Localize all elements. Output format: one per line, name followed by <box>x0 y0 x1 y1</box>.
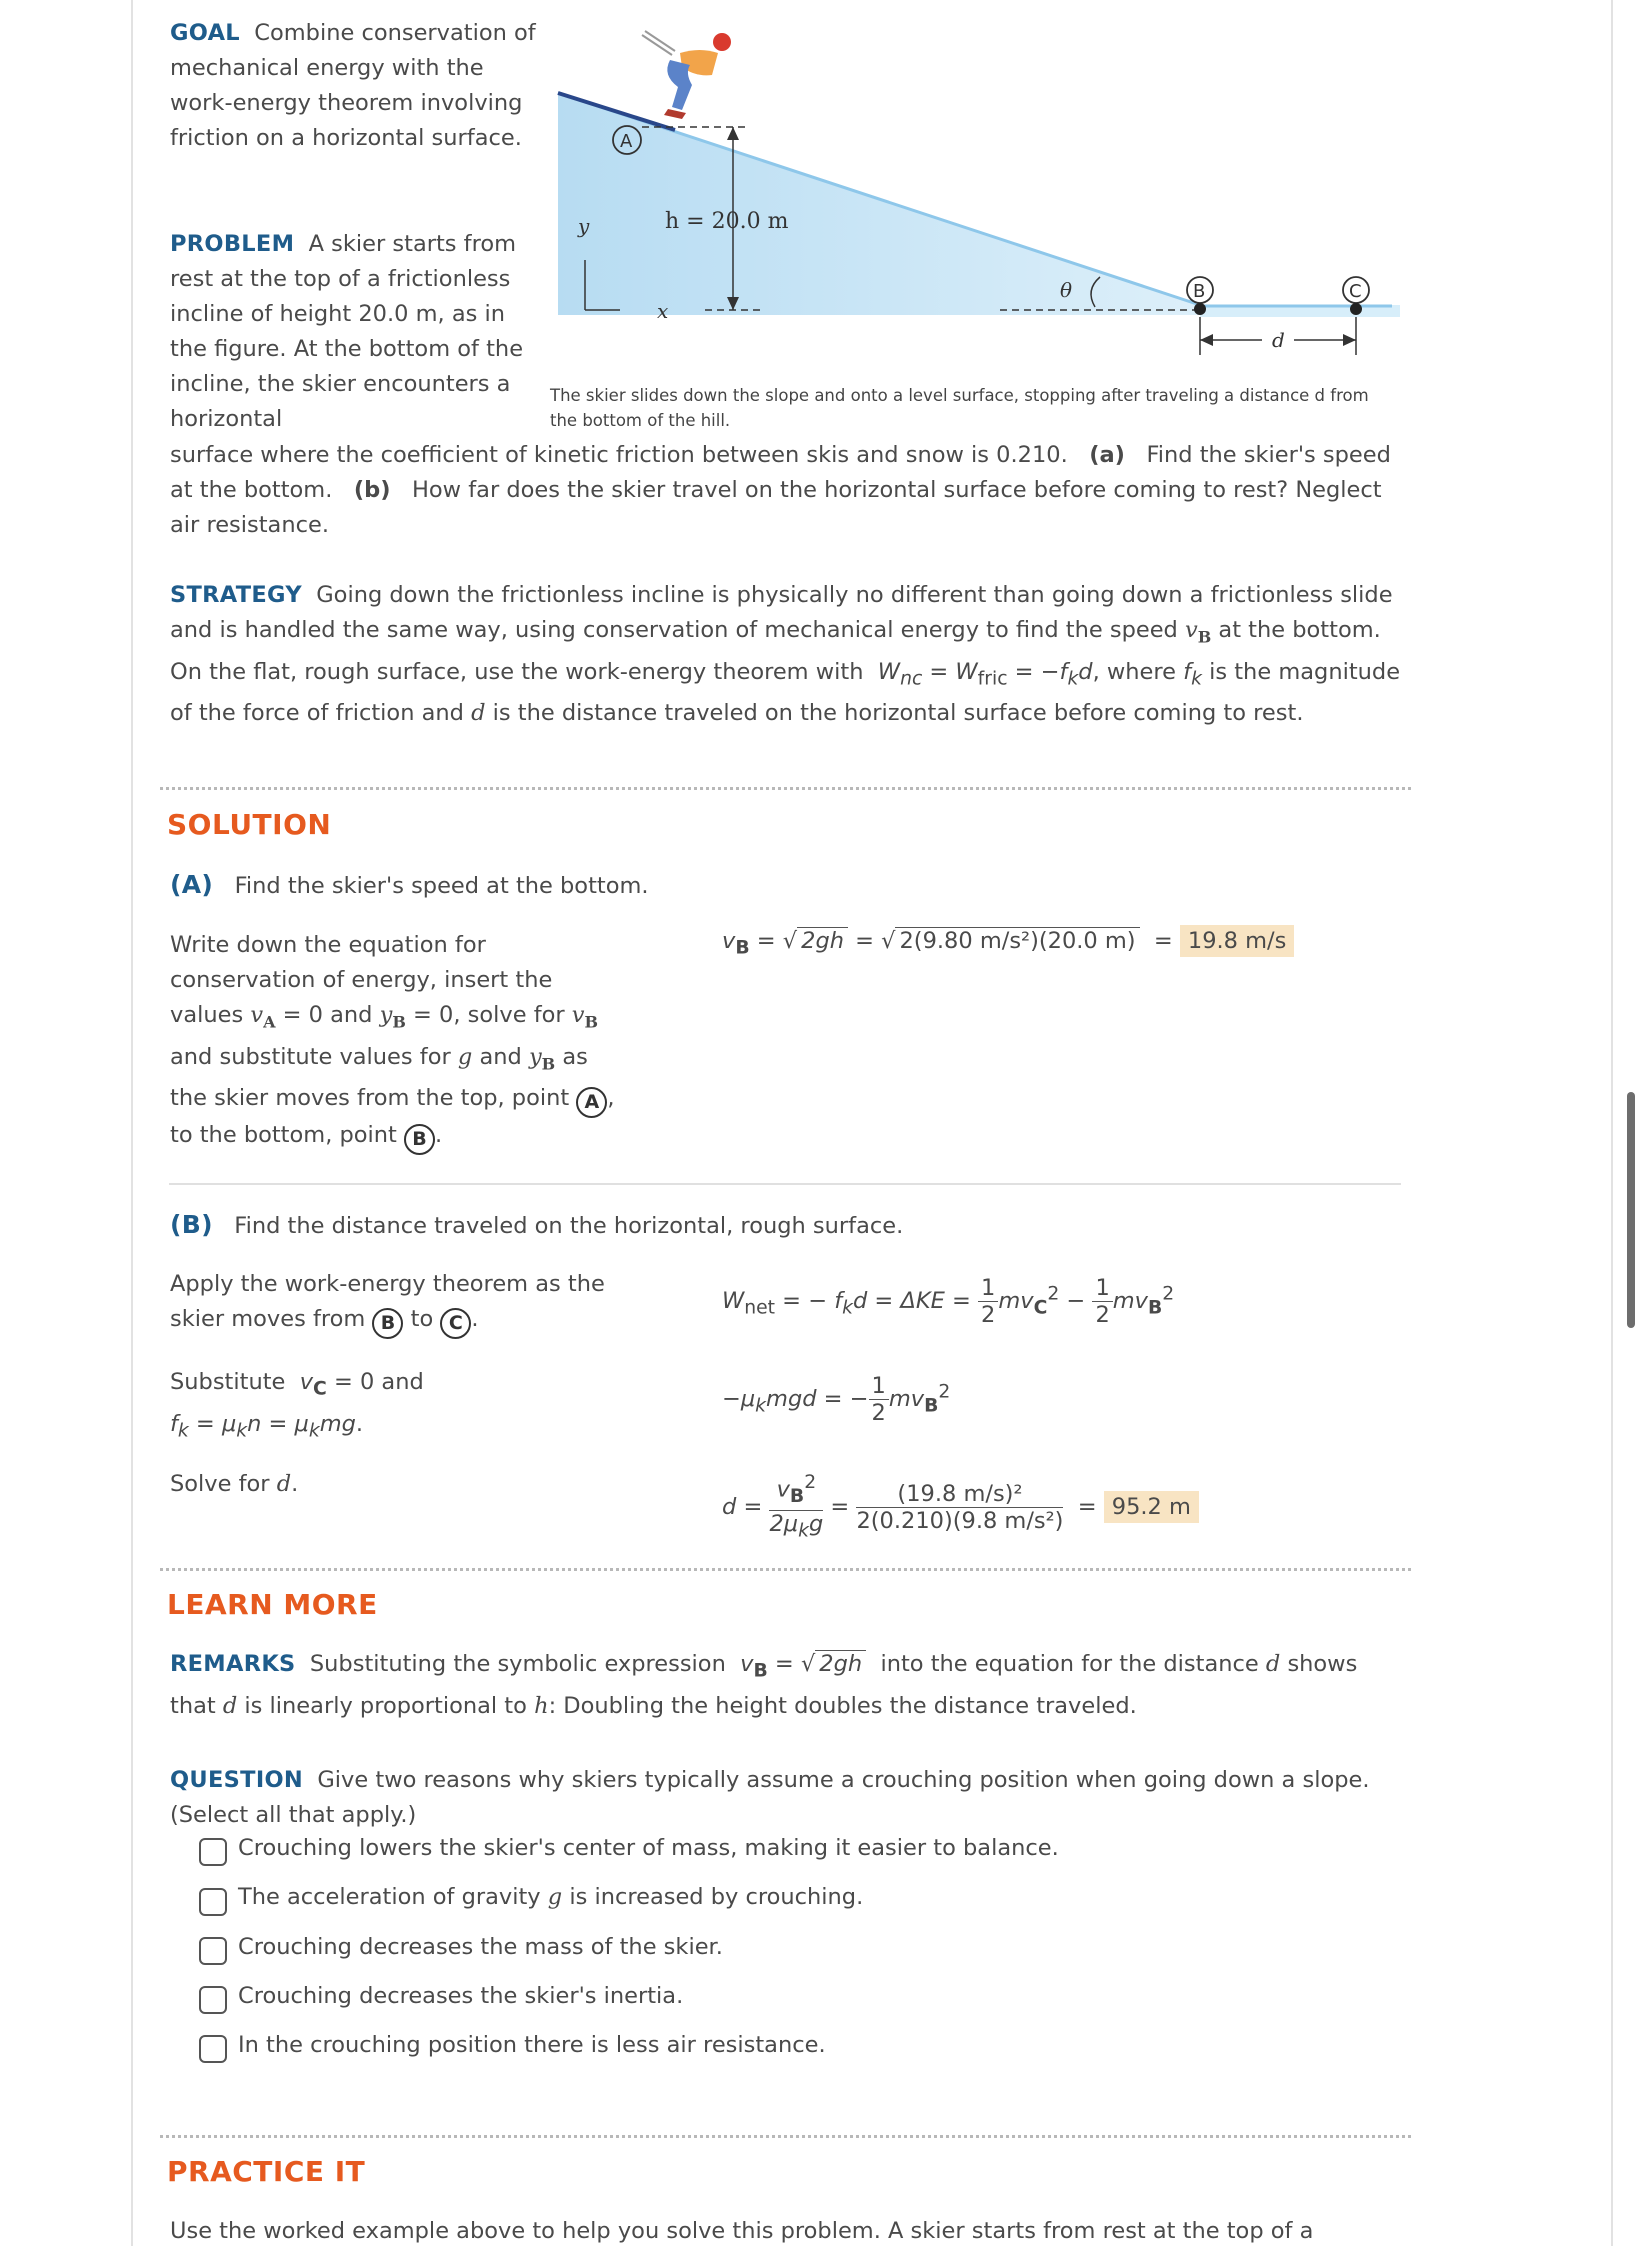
a-line4c: as <box>562 1043 588 1070</box>
b-step1: Apply the work-energy theorem as the skier moves from B to C . <box>170 1267 605 1339</box>
strategy-line5: rest. <box>1253 700 1304 726</box>
option-2-checkbox[interactable] <box>199 1888 227 1916</box>
theta-label: θ <box>1060 278 1073 302</box>
option-3-label[interactable]: Crouching decreases the mass of the skier. <box>238 1934 723 1960</box>
strategy-line1: Going down the frictionless incline is physically no different than going down a frictionless <box>316 582 1334 608</box>
option-5-label[interactable]: In the crouching position there is less air resistance. <box>238 2032 826 2058</box>
option-2-tail: is increased by crouching. <box>569 1884 864 1910</box>
equation-a: $v_B$ = √ 2gh = √ 2(9.80 m/s²)(20.0 m) = 19.8 m/s <box>722 928 1294 959</box>
option-4-label[interactable]: Crouching decreases the skier's inertia. <box>238 1983 684 2009</box>
right-border <box>1611 0 1613 2246</box>
problem-continued <box>170 438 1410 543</box>
b-line2b: to <box>410 1306 434 1332</box>
divider-solid <box>169 1183 1401 1185</box>
question-label: QUESTION <box>170 1767 304 1793</box>
solution-a-title: Find the skier's speed at the bottom. <box>234 873 649 899</box>
remarks-text4b: is linearly proportional to <box>244 1692 527 1719</box>
divider-dotted-3 <box>160 2135 1411 2138</box>
practice-heading: PRACTICE IT <box>167 2155 366 2188</box>
a-line5: the skier moves from the top, point A , <box>170 1081 640 1118</box>
part-a-explanation <box>170 928 640 1155</box>
remarks-text4a: that <box>170 1692 216 1719</box>
option-1-checkbox[interactable] <box>199 1838 227 1866</box>
y-axis-label: y <box>578 214 590 238</box>
a-line3a: values <box>170 1002 244 1028</box>
part-b-label: (b) <box>353 477 391 503</box>
option-2-label[interactable]: The acceleration of gravity g is increased by crouching. <box>238 1884 864 1910</box>
b-step3: Solve for d. <box>170 1471 299 1497</box>
part-a-label: (a) <box>1089 442 1125 468</box>
b-fraction-denominator: 2(0.210)(9.8 m/s²) <box>856 1507 1064 1534</box>
solution-a-label: (A) <box>170 870 214 899</box>
figure-caption: The skier slides down the slope and onto a level surface, stopping after traveling a distance d from the bottom of the hill. <box>550 386 1369 430</box>
divider-dotted-2 <box>160 1568 1411 1571</box>
answer-a: 19.8 m/s <box>1180 925 1294 957</box>
option-1-label[interactable]: Crouching lowers the skier's center of mass, making it easier to balance. <box>238 1835 1059 1861</box>
circle-b2-icon: B <box>372 1308 403 1339</box>
option-3-checkbox[interactable] <box>199 1937 227 1965</box>
scrollbar-thumb[interactable] <box>1627 1092 1635 1328</box>
circle-b-icon: B <box>404 1124 435 1155</box>
point-c-label: C <box>1349 281 1362 302</box>
b-fraction-numerator: (19.8 m/s)² <box>856 1481 1063 1508</box>
remarks-text4c: : Doubling the height doubles the distance traveled. <box>548 1692 1137 1719</box>
circle-c-icon: C <box>440 1308 471 1339</box>
b-line2a: skier moves from <box>170 1306 366 1332</box>
x-axis-label: x <box>657 299 669 323</box>
left-border <box>131 0 133 2246</box>
strategy-line4b: is the distance traveled on the horizontal surface before coming to <box>492 700 1247 726</box>
divider-dotted-1 <box>160 787 1411 790</box>
goal-text: Combine conservation of mechanical energy with the work-energy theorem involving friction on a horizontal surface. <box>170 20 536 151</box>
solution-b-label: (B) <box>170 1210 213 1239</box>
d-label: d <box>1272 328 1285 352</box>
part-b-header <box>170 1207 903 1244</box>
remarks-block: REMARKS Substituting the symbolic expression $v_B$ = √ 2gh into the equation for the distance d shows that d is linearly proportional to h: Doubling the height doubles the distance traveled. <box>170 1651 1358 1719</box>
strategy-at-the: at the <box>1218 617 1286 643</box>
goal-label: GOAL <box>170 20 240 46</box>
b-line3b: = 0 and <box>333 1369 424 1395</box>
equation-b1: $W_{net}$ = − $f_kd = \Delta KE$ = $\frac{1}{2}$ $mv_C^2$ − $\frac{1}{2}$ $mv_B^2$ <box>722 1275 1175 1328</box>
strategy-line3c: is the <box>1209 658 1272 685</box>
point-a-label: A <box>620 131 633 152</box>
remarks-text1: Substituting the symbolic expression <box>309 1651 726 1677</box>
strategy-line4: magnitude of the force of friction and <box>170 658 1401 726</box>
solution-heading: SOLUTION <box>167 808 332 841</box>
skier-figure <box>550 15 1400 380</box>
strategy-line3b: , where <box>1092 658 1177 685</box>
point-b-label: B <box>1193 281 1206 302</box>
option-4-checkbox[interactable] <box>199 1986 227 2014</box>
learn-more-heading: LEARN MORE <box>167 1588 378 1621</box>
equation-a-argument: 2(9.80 m/s²)(20.0 m) <box>895 927 1139 954</box>
a-line5-text: the skier moves from the top, point <box>170 1085 570 1111</box>
b-line5: Solve for <box>170 1471 270 1497</box>
fk-symbol: $f_k$ <box>1183 658 1202 689</box>
height-label: h = 20.0 m <box>665 209 789 234</box>
problem-text-column: A skier starts from rest at the top of a frictionless incline of height 20.0 m, as in the figure. At the bottom of the incline, the skier encounters a horizontal <box>170 231 524 432</box>
practice-text: Use the worked example above to help you solve this problem. A skier starts from rest at the top of a <box>170 2218 1314 2244</box>
remarks-text3: shows <box>1287 1651 1358 1677</box>
option-2-text: The acceleration of gravity <box>238 1884 541 1910</box>
answer-b: 95.2 m <box>1104 1491 1199 1523</box>
b-line3a: Substitute <box>170 1369 286 1395</box>
a-line1: Write down the equation for <box>170 932 486 958</box>
a-line4b: and <box>479 1043 522 1070</box>
equation-b3: d = $\frac{v_B^2}{2\mu_kg}$ = $\frac{\text{(19.8 m/s)²}}{\text{2(0.210)(9.8 m/s²)}}$ = 95.2 m <box>722 1470 1199 1545</box>
strategy-line2: slide and is handled the same way, using conservation of mechanical energy to find the speed <box>170 582 1393 643</box>
b-step2: Substitute $v_C = 0$ and $f_k = \mu_kn = \mu_kmg$. <box>170 1369 424 1441</box>
remarks-label: REMARKS <box>170 1651 296 1677</box>
a-line6-text: to the bottom, point <box>170 1122 397 1148</box>
strategy-line3a: bottom. On the flat, rough surface, use the work-energy theorem with <box>170 617 1381 685</box>
a-line4: and substitute values for g and $y_B$ as <box>170 1043 588 1073</box>
part-a-header <box>170 867 649 904</box>
question-text1: Give two reasons why skiers typically assume a crouching position when going down a <box>317 1767 1296 1793</box>
part-b-text: How far does the skier travel on the horizontal surface before coming to rest? Neglect air resistance. <box>170 477 1382 538</box>
a-line2: conservation of energy, insert the <box>170 967 553 993</box>
b-line1: Apply the work-energy theorem as the <box>170 1271 605 1297</box>
work-equation: $W_{nc} = W_{fric} = -f_kd$ <box>870 658 1093 689</box>
a-line4a: and substitute values for <box>170 1043 451 1070</box>
a-line6: to the bottom, point B . <box>170 1118 640 1155</box>
solution-b-title: Find the distance traveled on the horizontal, rough surface. <box>234 1213 904 1239</box>
strategy-block <box>170 578 1410 731</box>
problem-text-full: surface where the coefficient of kinetic friction between skis and snow is 0.210. <box>170 442 1068 468</box>
a-line3c: = 0, solve for <box>413 1002 565 1028</box>
d-symbol: d <box>471 700 486 726</box>
equation-b2: $-\mu_kmgd$ = − $\frac{1}{2}$ $mv_B^2$ <box>722 1373 951 1426</box>
problem-label: PROBLEM <box>170 231 295 257</box>
question-block <box>170 1763 1410 1833</box>
skier-illustration <box>642 31 731 119</box>
v-b-symbol: $v_B$ <box>1185 617 1212 647</box>
strategy-label: STRATEGY <box>170 582 302 608</box>
part-a-text: Find the skier's speed at the bottom. <box>170 442 1391 503</box>
a-line3: values $v_A = 0$ and $y_B = 0$, solve for $v_B$ <box>170 1002 599 1032</box>
circle-a-icon: A <box>576 1087 607 1118</box>
a-line3b: = 0 and <box>282 1002 373 1028</box>
goal-block <box>170 16 540 156</box>
remarks-text2: into the equation for the distance <box>880 1651 1259 1677</box>
option-5-checkbox[interactable] <box>199 2035 227 2063</box>
problem-block <box>170 227 538 437</box>
question-text2: slope. (Select all that apply.) <box>170 1767 1370 1828</box>
